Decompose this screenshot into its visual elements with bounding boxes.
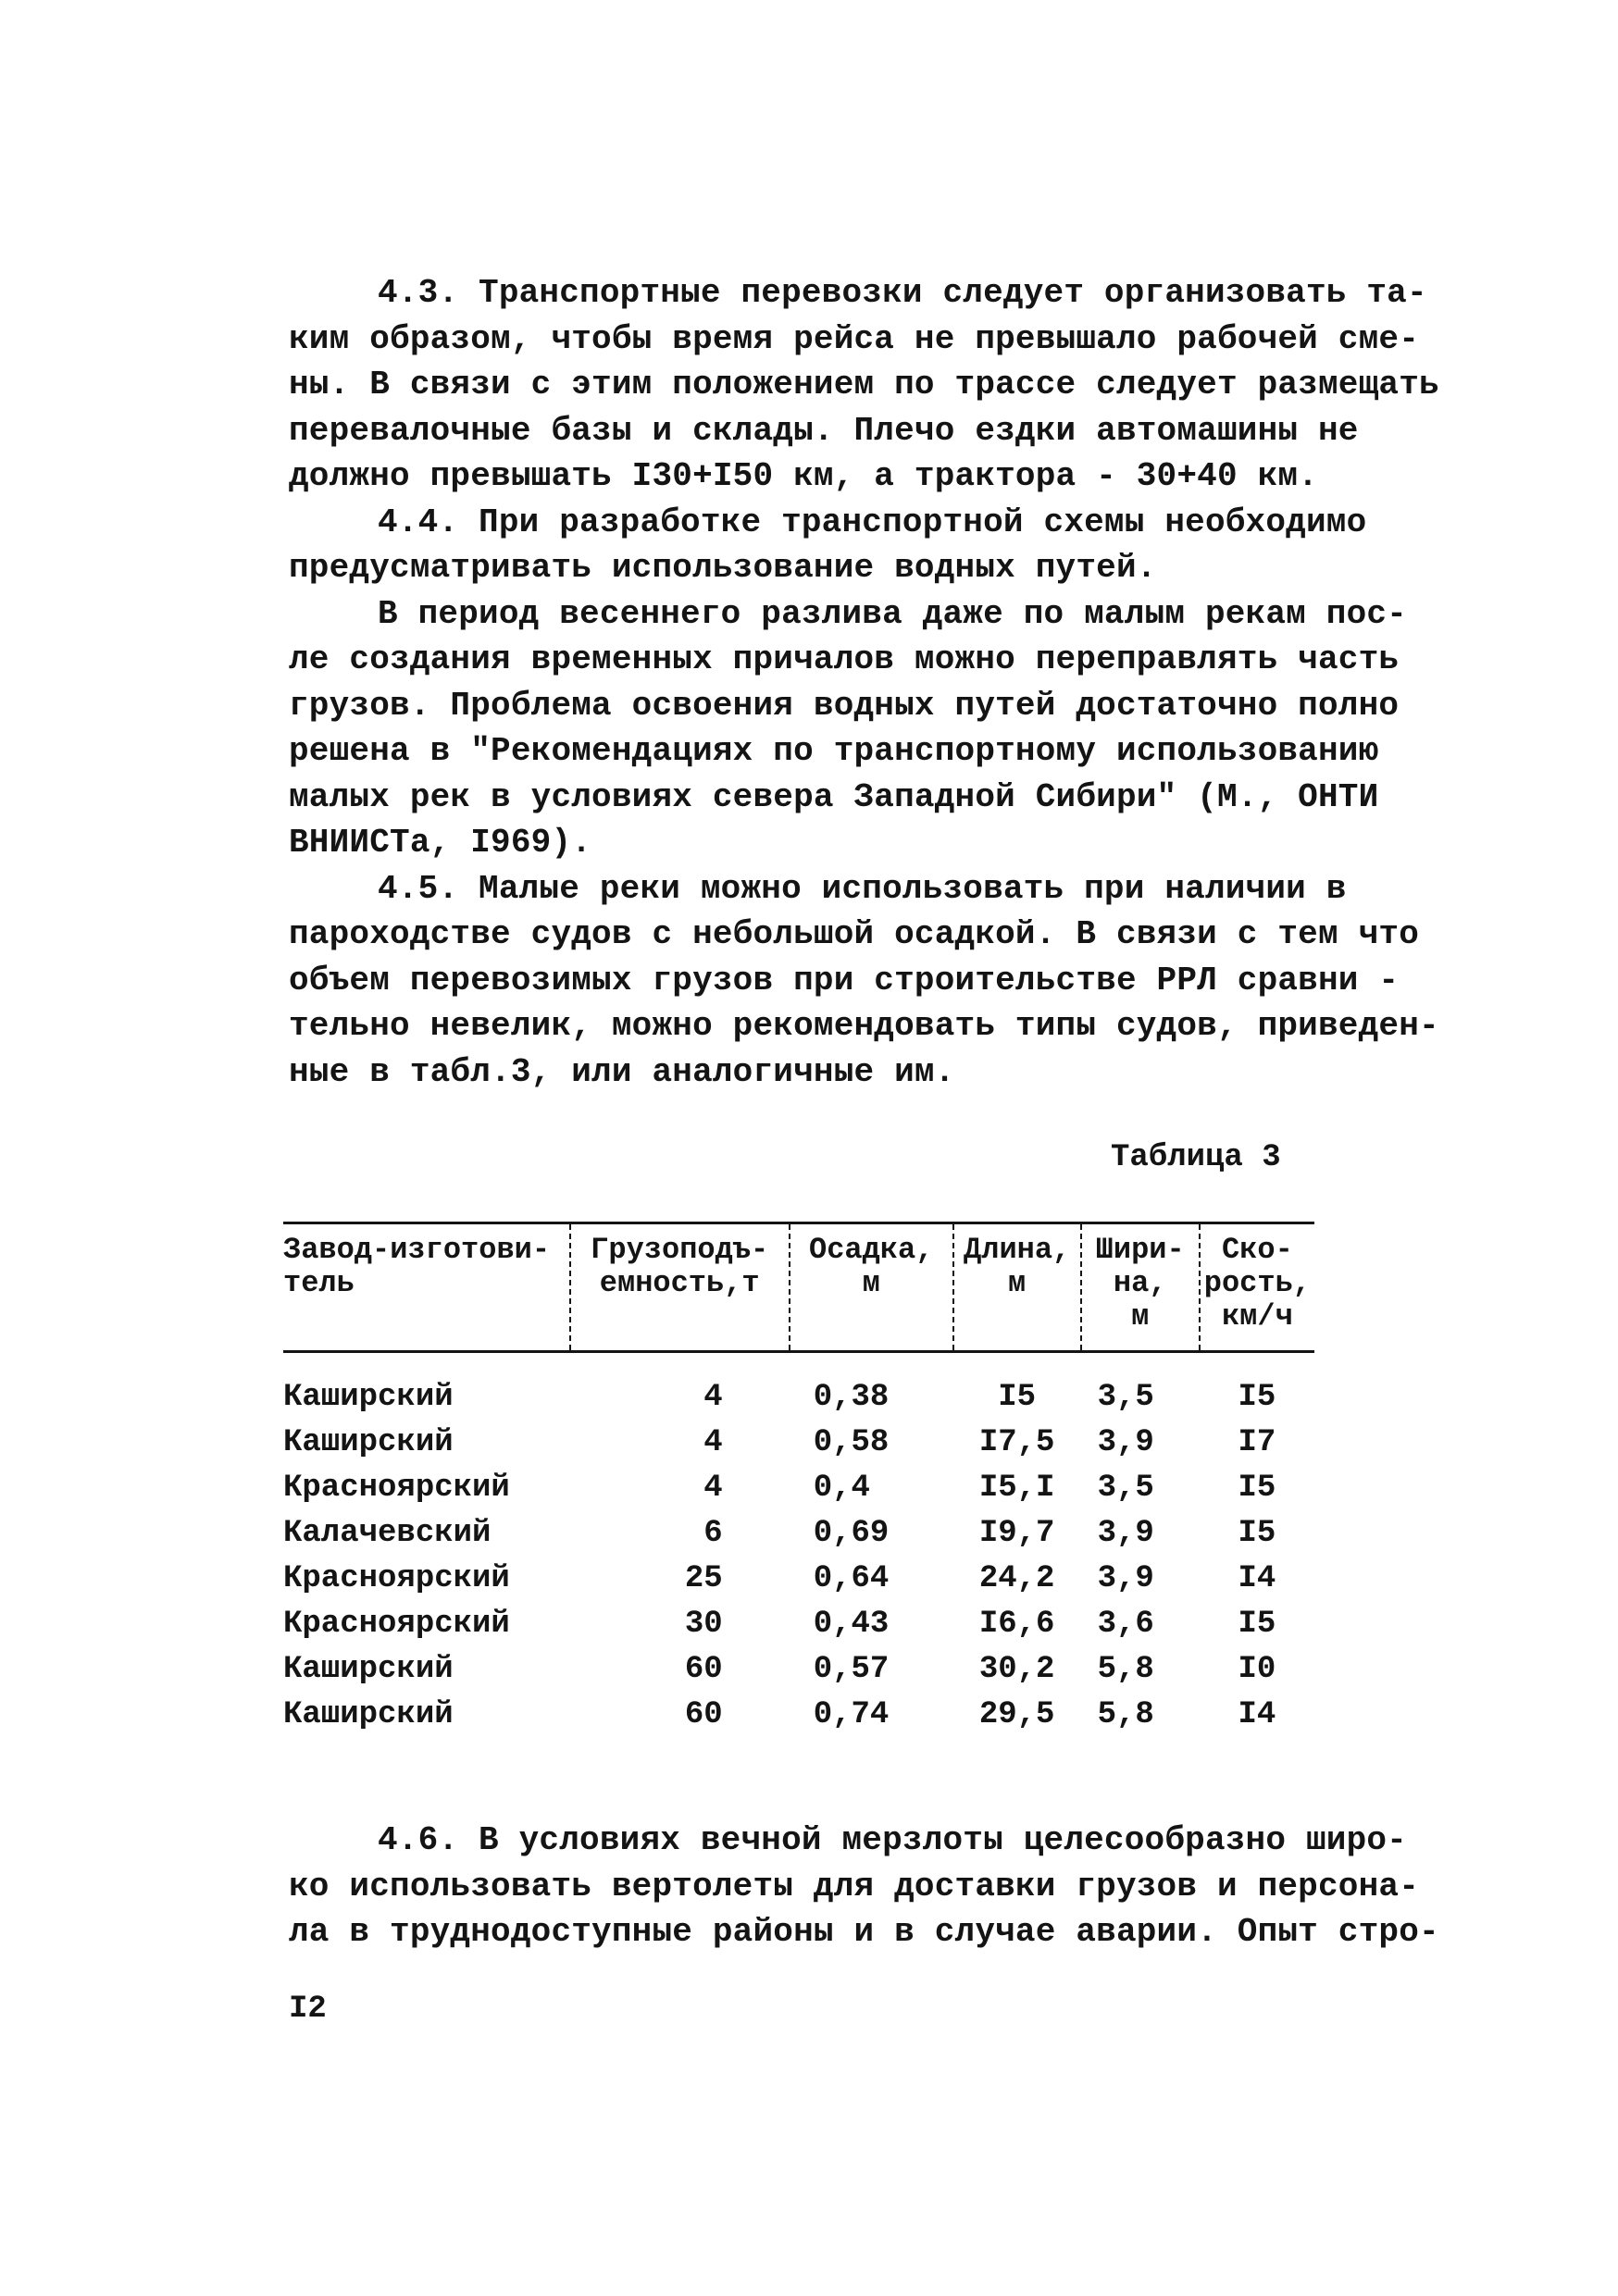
column-header-line: Длина, xyxy=(964,1233,1071,1267)
text-line: 4.3. Транспортные перевозки следует организовать та- xyxy=(378,274,1427,312)
cell-capacity: 60 xyxy=(684,1652,723,1687)
text-line: должно превышать I30+I50 км, а трактора - 30+40 км. xyxy=(289,457,1318,495)
text-line: ны. В связи с этим положением по трассе следует размещать xyxy=(289,366,1439,403)
cell-width: 3,9 xyxy=(1097,1561,1154,1596)
cell-speed: I4 xyxy=(1238,1697,1276,1732)
cell-speed: I5 xyxy=(1238,1471,1276,1506)
text-line: малых рек в условиях севера Западной Сибири" (М., ОНТИ xyxy=(289,777,1379,816)
cell-length: 30,2 xyxy=(978,1652,1055,1687)
cell-width: 3,5 xyxy=(1097,1380,1154,1415)
cell-length: I5,I xyxy=(978,1471,1055,1506)
cell-length: I6,6 xyxy=(978,1607,1055,1642)
cell-capacity: 60 xyxy=(684,1697,723,1732)
cell-width: 3,9 xyxy=(1097,1516,1154,1551)
table-row xyxy=(283,1421,1314,1466)
table-row xyxy=(283,1352,1314,1421)
text-line: решена в "Рекомендациях по транспортному использованию xyxy=(289,732,1379,770)
table-row xyxy=(283,1647,1314,1693)
cell-draft: 0,74 xyxy=(813,1697,890,1732)
column-header-width xyxy=(1081,1223,1200,1352)
column-header-line: на, xyxy=(1113,1266,1167,1300)
cell-width: 3,5 xyxy=(1097,1471,1154,1506)
cell-width: 5,8 xyxy=(1097,1652,1154,1687)
text-line: объем перевозимых грузов при строительстве РРЛ сравни - xyxy=(289,961,1400,999)
cell-manufacturer: Красноярский xyxy=(283,1607,510,1642)
cell-draft: 0,58 xyxy=(813,1425,890,1460)
text-line: ко использовать вертолеты для доставки грузов и персона- xyxy=(289,1867,1419,1905)
table-header-row xyxy=(283,1223,1314,1352)
column-header-line: Шири- xyxy=(1095,1233,1185,1267)
cell-capacity: 4 xyxy=(703,1471,723,1506)
text-line: грузов. Проблема освоения водных путей достаточно полно xyxy=(289,686,1400,725)
table-row xyxy=(283,1511,1314,1557)
column-header-line: км/ч xyxy=(1221,1299,1293,1334)
text-line: пароходстве судов с небольшой осадкой. В связи с тем что xyxy=(289,915,1419,953)
cell-manufacturer: Красноярский xyxy=(283,1561,510,1596)
body-text-top xyxy=(289,270,1439,1095)
body-text-bottom xyxy=(289,1818,1439,1955)
vessel-table xyxy=(283,1222,1314,1738)
column-header-manufacturer xyxy=(283,1223,570,1352)
column-header-line: Осадка, xyxy=(808,1233,934,1267)
cell-capacity: 4 xyxy=(703,1380,723,1415)
column-header-line: Грузоподъ- xyxy=(591,1233,769,1267)
cell-manufacturer: Калачевский xyxy=(283,1516,492,1551)
cell-draft: 0,4 xyxy=(813,1471,870,1506)
cell-speed: I5 xyxy=(1238,1380,1276,1415)
cell-speed: I7 xyxy=(1238,1425,1276,1460)
cell-draft: 0,38 xyxy=(813,1380,890,1415)
column-header-line: тель xyxy=(283,1266,355,1300)
column-header-line: м xyxy=(862,1266,880,1300)
table-row xyxy=(283,1602,1314,1647)
text-line: предусматривать использование водных путей. xyxy=(289,549,1157,587)
page-number: I2 xyxy=(289,1992,327,2027)
cell-width: 5,8 xyxy=(1097,1697,1154,1732)
table-row xyxy=(283,1693,1314,1738)
column-header-speed xyxy=(1200,1223,1314,1352)
table-body xyxy=(283,1352,1314,1739)
cell-length: 24,2 xyxy=(978,1561,1055,1596)
cell-manufacturer: Каширский xyxy=(283,1697,454,1732)
cell-draft: 0,69 xyxy=(813,1516,890,1551)
text-line: тельно невелик, можно рекомендовать типы судов, приведен- xyxy=(289,1007,1439,1045)
cell-capacity: 6 xyxy=(703,1516,723,1551)
cell-draft: 0,57 xyxy=(813,1652,890,1687)
cell-speed: I5 xyxy=(1238,1607,1276,1642)
cell-manufacturer: Каширский xyxy=(283,1652,454,1687)
table-caption: Таблица 3 xyxy=(1111,1140,1281,1175)
cell-speed: I4 xyxy=(1238,1561,1276,1596)
column-header-capacity xyxy=(570,1223,790,1352)
column-header-line: Завод-изготови- xyxy=(283,1233,551,1267)
text-line: ле создания временных причалов можно переправлять часть xyxy=(289,640,1400,678)
column-header-line: Ско- xyxy=(1221,1233,1293,1267)
table-row xyxy=(283,1466,1314,1511)
cell-width: 3,9 xyxy=(1097,1425,1154,1460)
text-line: перевалочные базы и склады. Плечо ездки автомашины не xyxy=(289,411,1359,450)
cell-width: 3,6 xyxy=(1097,1607,1154,1642)
cell-manufacturer: Красноярский xyxy=(283,1471,510,1506)
cell-length: I7,5 xyxy=(978,1425,1055,1460)
text-line: 4.5. Малые реки можно использовать при наличии в xyxy=(378,869,1347,908)
cell-speed: I0 xyxy=(1238,1652,1276,1687)
text-line: 4.4. При разработке транспортной схемы необходимо xyxy=(378,503,1367,541)
cell-capacity: 30 xyxy=(684,1607,723,1642)
cell-manufacturer: Каширский xyxy=(283,1425,454,1460)
table-row xyxy=(283,1557,1314,1602)
cell-capacity: 25 xyxy=(684,1561,723,1596)
cell-length: 29,5 xyxy=(978,1697,1055,1732)
column-header-draft xyxy=(790,1223,953,1352)
column-header-line: м xyxy=(1131,1299,1150,1334)
cell-speed: I5 xyxy=(1238,1516,1276,1551)
text-line: 4.6. В условиях вечной мерзлоты целесообразно широ- xyxy=(378,1821,1407,1859)
text-line: В период весеннего разлива даже по малым рекам пос- xyxy=(378,594,1407,633)
cell-length: I5 xyxy=(998,1380,1037,1415)
text-line: ким образом, чтобы время рейса не превышало рабочей сме- xyxy=(289,319,1419,358)
text-line: ные в табл.3, или аналогичные им. xyxy=(289,1052,955,1091)
text-line: ла в труднодоступные районы и в случае аварии. Опыт стро- xyxy=(289,1913,1439,1951)
cell-manufacturer: Каширский xyxy=(283,1380,454,1415)
column-header-line: рость, xyxy=(1203,1266,1311,1300)
cell-capacity: 4 xyxy=(703,1425,723,1460)
cell-length: I9,7 xyxy=(978,1516,1055,1551)
column-header-length xyxy=(953,1223,1081,1352)
cell-draft: 0,43 xyxy=(813,1607,890,1642)
column-header-line: емность,т xyxy=(599,1266,760,1300)
column-header-line: м xyxy=(1008,1266,1027,1300)
text-line: ВНИИСТа, I969). xyxy=(289,824,592,862)
cell-draft: 0,64 xyxy=(813,1561,890,1596)
